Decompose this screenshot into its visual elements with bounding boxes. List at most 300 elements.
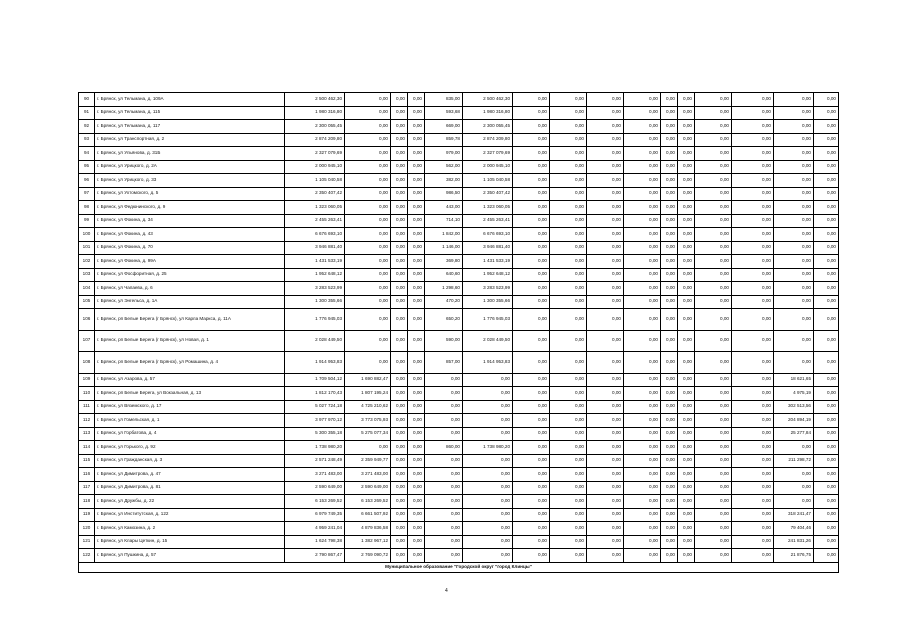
value-cell: 0,00 [513,228,550,242]
value-cell: 0,00 [587,495,624,509]
value-cell: 0,00 [587,120,624,134]
value-cell: 6 661 507,92 [345,508,391,522]
row-number-cell: 122 [79,549,95,563]
value-cell: 0,00 [661,174,678,188]
address-cell: г. Брянск, ул Фокина, д. 34 [95,214,285,228]
value-cell: 0,00 [661,535,678,549]
value-cell: 1 738 980,20 [285,441,345,455]
value-cell: 211 298,72 [774,454,814,468]
address-cell: г. Брянск, ул Азарова, д. 57 [95,373,285,387]
value-cell: 986,50 [425,187,463,201]
value-cell: 0,00 [463,468,513,482]
value-cell: 0,00 [408,147,425,161]
value-cell: 1 807 195,24 [345,387,391,401]
value-cell: 1 812 170,43 [285,387,345,401]
value-cell: 0,00 [391,228,408,242]
value-cell: 859,78 [425,133,463,147]
value-cell: 0,00 [624,106,661,120]
value-cell: 0,00 [732,214,774,228]
value-cell: 0,00 [814,282,839,296]
value-cell: 0,00 [513,468,550,482]
value-cell: 0,00 [814,427,839,441]
value-cell: 0,00 [513,549,550,563]
value-cell: 0,00 [814,387,839,401]
address-cell: г. Брянск, ул Фокина, д. 99А [95,255,285,269]
value-cell: 0,00 [550,241,587,255]
value-cell: 0,00 [550,427,587,441]
table-row [79,120,839,134]
value-cell: 0,00 [774,187,814,201]
value-cell: 0,00 [661,133,678,147]
value-cell: 6 153 269,52 [345,495,391,509]
value-cell: 0,00 [391,241,408,255]
address-cell: г. Брянск, ул Вяземского, д. 17 [95,400,285,414]
value-cell: 0,00 [695,330,732,352]
value-cell: 0,00 [587,160,624,174]
value-cell: 0,00 [661,330,678,352]
value-cell: 0,00 [624,241,661,255]
address-cell: г. Брянск, ул Транспортная, д. 2 [95,133,285,147]
value-cell: 0,00 [774,214,814,228]
value-cell: 0,00 [550,508,587,522]
value-cell: 0,00 [774,255,814,269]
value-cell: 0,00 [550,255,587,269]
value-cell: 0,00 [391,427,408,441]
value-cell: 0,00 [661,414,678,428]
value-cell: 0,00 [408,268,425,282]
value-cell: 0,00 [732,481,774,495]
value-cell: 0,00 [624,295,661,309]
value-cell: 0,00 [408,255,425,269]
value-cell: 0,00 [814,147,839,161]
value-cell: 0,00 [732,160,774,174]
value-cell: 0,00 [624,549,661,563]
value-cell: 0,00 [661,106,678,120]
address-cell: г. Брянск, ул Клары Цеткин, д. 15 [95,535,285,549]
table-row [79,93,839,107]
value-cell: 0,00 [513,106,550,120]
table-row [79,295,839,309]
value-cell: 318 241,47 [774,508,814,522]
value-cell: 0,00 [463,549,513,563]
value-cell: 21 876,75 [774,549,814,563]
value-cell: 0,00 [550,147,587,161]
address-cell: г. Брянск, рп Белые Берега (г Брянск), ул Ромашина, д. 4 [95,352,285,374]
value-cell: 0,00 [513,330,550,352]
value-cell: 0,00 [391,330,408,352]
value-cell: 0,00 [814,214,839,228]
value-cell: 0,00 [624,120,661,134]
table-row [79,241,839,255]
value-cell: 0,00 [587,400,624,414]
table-row [79,147,839,161]
value-cell: 0,00 [550,373,587,387]
value-cell: 0,00 [408,174,425,188]
value-cell: 0,00 [391,373,408,387]
row-number-cell: 94 [79,147,95,161]
address-cell: г. Брянск, ул Фосфоритная, д. 25 [95,268,285,282]
value-cell: 0,00 [408,120,425,134]
row-number-cell: 101 [79,241,95,255]
value-cell: 0,00 [678,214,695,228]
table-row [79,255,839,269]
value-cell: 0,00 [550,295,587,309]
value-cell: 0,00 [732,241,774,255]
value-cell: 0,00 [774,241,814,255]
value-cell: 0,00 [624,427,661,441]
value-cell: 0,00 [661,481,678,495]
value-cell: 0,00 [695,535,732,549]
value-cell: 0,00 [550,495,587,509]
table-row [79,387,839,401]
value-cell: 6 676 693,10 [285,228,345,242]
value-cell: 0,00 [463,414,513,428]
data-table [78,92,839,573]
value-cell: 0,00 [587,241,624,255]
value-cell: 0,00 [425,508,463,522]
address-cell: г. Брянск, ул Ульянова, д. 31Б [95,147,285,161]
value-cell: 0,00 [678,268,695,282]
row-number-cell: 102 [79,255,95,269]
value-cell: 0,00 [695,93,732,107]
value-cell: 0,00 [678,174,695,188]
value-cell: 640,60 [425,268,463,282]
value-cell: 0,00 [732,309,774,331]
value-cell: 0,00 [408,352,425,374]
value-cell: 0,00 [814,549,839,563]
value-cell: 0,00 [513,93,550,107]
value-cell: 0,00 [463,427,513,441]
value-cell: 3 271 483,00 [345,468,391,482]
table-row [79,373,839,387]
value-cell: 0,00 [550,352,587,374]
value-cell: 4 975,19 [774,387,814,401]
value-cell: 0,00 [391,352,408,374]
value-cell: 0,00 [408,468,425,482]
table-body [79,93,839,573]
value-cell: 0,00 [774,133,814,147]
value-cell: 2 350 407,42 [285,187,345,201]
value-cell: 0,00 [587,427,624,441]
value-cell: 0,00 [550,133,587,147]
value-cell: 2 769 090,72 [345,549,391,563]
value-cell: 0,00 [732,133,774,147]
value-cell: 0,00 [624,268,661,282]
row-number-cell: 116 [79,468,95,482]
value-cell: 0,00 [425,400,463,414]
table-row [79,508,839,522]
value-cell: 590,00 [425,330,463,352]
address-cell: г. Брянск, ул Камозина, д. 2 [95,522,285,536]
value-cell: 1 382 967,12 [345,535,391,549]
value-cell: 241 831,26 [774,535,814,549]
value-cell: 0,00 [550,120,587,134]
value-cell: 0,00 [661,400,678,414]
value-cell: 0,00 [587,295,624,309]
value-cell: 0,00 [550,268,587,282]
value-cell: 0,00 [624,187,661,201]
value-cell: 0,00 [678,522,695,536]
value-cell: 2 500 462,30 [285,93,345,107]
value-cell: 0,00 [408,535,425,549]
value-cell: 0,00 [408,400,425,414]
value-cell: 0,00 [345,241,391,255]
value-cell: 0,00 [513,133,550,147]
value-cell: 0,00 [550,228,587,242]
value-cell: 0,00 [513,174,550,188]
value-cell: 0,00 [513,309,550,331]
value-cell: 1 776 945,03 [285,309,345,331]
row-number-cell: 120 [79,522,95,536]
value-cell: 0,00 [391,535,408,549]
value-cell: 0,00 [661,427,678,441]
value-cell: 18 621,65 [774,373,814,387]
value-cell: 2 327 079,69 [285,147,345,161]
value-cell: 0,00 [814,309,839,331]
value-cell: 0,00 [587,468,624,482]
value-cell: 0,00 [463,387,513,401]
value-cell: 0,00 [345,174,391,188]
value-cell: 0,00 [661,295,678,309]
value-cell: 835,00 [425,93,463,107]
address-cell: г. Брянск, ул Институтская, д. 122 [95,508,285,522]
value-cell: 0,00 [695,414,732,428]
value-cell: 0,00 [732,387,774,401]
value-cell: 0,00 [550,106,587,120]
value-cell: 0,00 [695,295,732,309]
value-cell: 0,00 [732,400,774,414]
section-title: Муниципальное образование "Городской округ "город Клинцы" [79,562,839,572]
address-cell: г. Брянск, ул Гражданская, д. 3 [95,454,285,468]
table-row [79,228,839,242]
address-cell: г. Брянск, рп Белые Берега (г Брянск), ул Карла Маркса, д. 11А [95,309,285,331]
value-cell: 1 298,60 [425,282,463,296]
value-cell: 0,00 [624,93,661,107]
value-cell: 0,00 [624,228,661,242]
value-cell: 0,00 [408,508,425,522]
row-number-cell: 103 [79,268,95,282]
address-cell: г. Брянск, ул Димитрова, д. 47 [95,468,285,482]
value-cell: 0,00 [391,454,408,468]
row-number-cell: 110 [79,387,95,401]
address-cell: г. Брянск, ул Фокина, д. 70 [95,241,285,255]
value-cell: 0,00 [345,441,391,455]
row-number-cell: 93 [79,133,95,147]
value-cell: 0,00 [550,535,587,549]
value-cell: 0,00 [814,481,839,495]
address-cell: г. Брянск, ул Пушкина, д. 57 [95,549,285,563]
value-cell: 2 500 462,30 [463,93,513,107]
value-cell: 0,00 [587,174,624,188]
value-cell: 0,00 [345,93,391,107]
row-number-cell: 112 [79,414,95,428]
value-cell: 0,00 [624,352,661,374]
value-cell: 0,00 [550,549,587,563]
value-cell: 0,00 [678,387,695,401]
value-cell: 0,00 [587,93,624,107]
value-cell: 0,00 [732,228,774,242]
value-cell: 0,00 [624,282,661,296]
value-cell: 2 000 945,10 [463,160,513,174]
value-cell: 0,00 [345,282,391,296]
value-cell: 0,00 [732,255,774,269]
value-cell: 3 283 523,99 [463,282,513,296]
value-cell: 0,00 [678,255,695,269]
value-cell: 0,00 [814,454,839,468]
value-cell: 0,00 [391,508,408,522]
value-cell: 0,00 [774,268,814,282]
value-cell: 0,00 [678,282,695,296]
value-cell: 0,00 [624,309,661,331]
value-cell: 0,00 [345,309,391,331]
table-row [79,454,839,468]
value-cell: 0,00 [624,454,661,468]
value-cell: 6 979 749,35 [285,508,345,522]
value-cell: 0,00 [550,201,587,215]
value-cell: 0,00 [587,268,624,282]
value-cell: 0,00 [463,481,513,495]
value-cell: 0,00 [513,295,550,309]
value-cell: 0,00 [774,309,814,331]
value-cell: 2 300 055,45 [463,120,513,134]
value-cell: 0,00 [408,93,425,107]
value-cell: 0,00 [678,93,695,107]
row-number-cell: 105 [79,295,95,309]
row-number-cell: 106 [79,309,95,331]
value-cell: 0,00 [463,400,513,414]
value-cell: 0,00 [732,187,774,201]
value-cell: 1 914 953,83 [463,352,513,374]
value-cell: 0,00 [587,522,624,536]
value-cell: 0,00 [695,133,732,147]
value-cell: 3 977 970,12 [285,414,345,428]
value-cell: 0,00 [345,187,391,201]
value-cell: 2 455 263,41 [285,214,345,228]
value-cell: 0,00 [391,147,408,161]
value-cell: 0,00 [678,120,695,134]
table-row [79,174,839,188]
value-cell: 0,00 [408,549,425,563]
value-cell: 0,00 [624,400,661,414]
value-cell: 0,00 [661,93,678,107]
value-cell: 0,00 [814,187,839,201]
value-cell: 0,00 [345,330,391,352]
value-cell: 0,00 [463,495,513,509]
value-cell: 0,00 [624,468,661,482]
value-cell: 1 323 060,05 [463,201,513,215]
value-cell: 0,00 [408,133,425,147]
value-cell: 0,00 [695,241,732,255]
value-cell: 0,00 [587,387,624,401]
address-cell: г. Брянск, ул Тельмана, д. 109А [95,93,285,107]
value-cell: 0,00 [678,201,695,215]
value-cell: 0,00 [732,441,774,455]
value-cell: 0,00 [732,549,774,563]
table-row [79,495,839,509]
value-cell: 6 676 693,10 [463,228,513,242]
row-number-cell: 115 [79,454,95,468]
value-cell: 0,00 [774,160,814,174]
value-cell: 0,00 [732,414,774,428]
value-cell: 0,00 [678,352,695,374]
address-cell: г. Брянск, ул Димитрова, д. 81 [95,481,285,495]
value-cell: 0,00 [425,454,463,468]
value-cell: 0,00 [345,147,391,161]
value-cell: 0,00 [513,495,550,509]
value-cell: 1 952 648,12 [285,268,345,282]
value-cell: 0,00 [814,295,839,309]
value-cell: 0,00 [550,414,587,428]
value-cell: 0,00 [391,93,408,107]
value-cell: 1 980 316,80 [463,106,513,120]
value-cell: 0,00 [391,282,408,296]
address-cell: г. Брянск, рп Белые Берега (г Брянск), ул Новая, д. 1 [95,330,285,352]
value-cell: 0,00 [513,373,550,387]
value-cell: 0,00 [391,309,408,331]
value-cell: 0,00 [678,549,695,563]
value-cell: 0,00 [678,241,695,255]
value-cell: 0,00 [774,201,814,215]
value-cell: 0,00 [774,93,814,107]
value-cell: 0,00 [624,508,661,522]
value-cell: 0,00 [391,106,408,120]
value-cell: 0,00 [661,508,678,522]
value-cell: 2 790 867,47 [285,549,345,563]
address-cell: г. Брянск, ул Энгельса, д. 1А [95,295,285,309]
value-cell: 0,00 [463,522,513,536]
value-cell: 0,00 [678,400,695,414]
value-cell: 0,00 [513,454,550,468]
value-cell: 0,00 [587,282,624,296]
value-cell: 6 153 269,52 [285,495,345,509]
table-row [79,133,839,147]
address-cell: г. Брянск, ул Гомельская, д. 1 [95,414,285,428]
value-cell: 0,00 [345,295,391,309]
value-cell: 0,00 [695,549,732,563]
value-cell: 0,00 [814,508,839,522]
value-cell: 0,00 [513,268,550,282]
table-row [79,481,839,495]
value-cell: 0,00 [732,352,774,374]
address-cell: г. Брянск, ул Фокина, д. 43 [95,228,285,242]
table-row [79,282,839,296]
value-cell: 0,00 [624,133,661,147]
value-cell: 0,00 [587,508,624,522]
value-cell: 0,00 [732,106,774,120]
value-cell: 0,00 [587,373,624,387]
value-cell: 0,00 [550,468,587,482]
value-cell: 0,00 [695,495,732,509]
value-cell: 0,00 [732,147,774,161]
value-cell: 0,00 [513,214,550,228]
value-cell: 0,00 [425,522,463,536]
value-cell: 0,00 [624,495,661,509]
value-cell: 0,00 [814,201,839,215]
value-cell: 857,00 [425,352,463,374]
value-cell: 0,00 [587,147,624,161]
value-cell: 0,00 [345,268,391,282]
value-cell: 0,00 [732,174,774,188]
row-number-cell: 118 [79,495,95,509]
value-cell: 0,00 [814,373,839,387]
value-cell: 0,00 [587,201,624,215]
address-cell: г. Брянск, ул Дружбы, д. 22 [95,495,285,509]
table-row [79,187,839,201]
value-cell: 0,00 [425,427,463,441]
value-cell: 0,00 [814,495,839,509]
value-cell: 0,00 [814,93,839,107]
value-cell: 0,00 [695,522,732,536]
